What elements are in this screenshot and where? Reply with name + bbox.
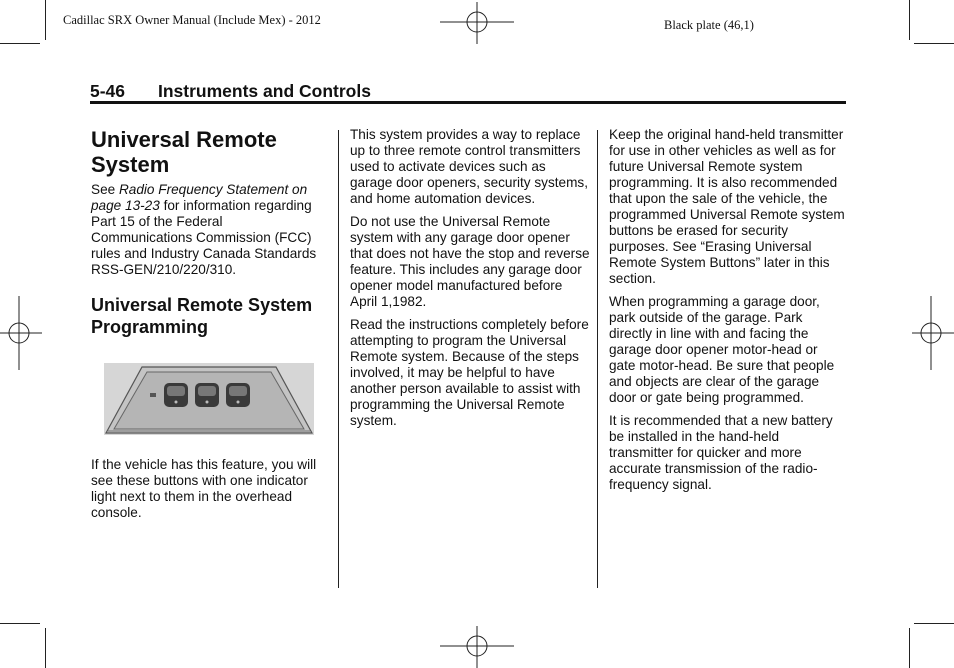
section-title: Instruments and Controls bbox=[158, 81, 371, 101]
overhead-console-buttons-illustration bbox=[104, 363, 314, 435]
remote-button-1-icon bbox=[164, 383, 188, 407]
column-divider bbox=[597, 130, 598, 588]
plate-label: Black plate (46,1) bbox=[664, 18, 754, 32]
header-rule bbox=[90, 101, 846, 104]
subheading-programming: Universal Remote System Programming bbox=[91, 295, 313, 337]
paragraph: This system provides a way to replace up to three remote control transmitters used to activate devices such as garage door openers, security systems, and home automation devices. bbox=[350, 127, 589, 206]
paragraph: Read the instructions completely before attempting to program the Universal Remote system. Because of the steps involved, it may be helpful to have another person available to assist with programming the Universal Remote system. bbox=[350, 317, 589, 428]
column-1 bbox=[91, 127, 327, 528]
paragraph: When programming a garage door, park outside of the garage. Park directly in line with and facing the garage door opener motor-head or gate motor-head. Be sure that people and objects are clear of the garage door or gate being programmed. bbox=[609, 294, 835, 405]
section-header bbox=[90, 81, 371, 102]
paragraph: Do not use the Universal Remote system with any garage door opener that does not have the stop and reverse feature. This includes any garage door opener model manufactured before April 1,1982. bbox=[350, 214, 590, 309]
cross-reference-link[interactable]: Radio Frequency Statement on page 13-23 bbox=[91, 182, 308, 213]
remote-button-3-icon bbox=[226, 383, 250, 407]
registration-mark-left-icon bbox=[0, 296, 42, 370]
remote-button-2-icon bbox=[195, 383, 219, 407]
paragraph: It is recommended that a new battery be installed in the hand-held transmitter for quicker and more accurate transmission of the radio-frequency signal. bbox=[609, 413, 833, 492]
paragraph: Keep the original hand-held transmitter for use in other vehicles as well as for future Universal Remote system programming. It is also recommended that upon the sale of the vehicle, the programmed Universal Remote system buttons be erased for security purposes. See “Erasing Universal Remote System Buttons” later in this section. bbox=[609, 127, 845, 286]
heading-universal-remote: Universal Remote System bbox=[91, 127, 277, 177]
registration-mark-bottom-icon bbox=[440, 626, 514, 668]
registration-mark-right-icon bbox=[912, 296, 954, 370]
manual-title: Cadillac SRX Owner Manual (Include Mex) - 2012 bbox=[63, 13, 321, 27]
page-number: 5-46 bbox=[90, 81, 126, 101]
paragraph: See Radio Frequency Statement on page 13-23 for information regarding Part 15 of the Federal Communications Commission (FCC) rules and Industry Canada Standards RSS-GEN/210/220/310. bbox=[91, 182, 317, 277]
column-3 bbox=[609, 127, 845, 500]
image-caption: If the vehicle has this feature, you will see these buttons with one indicator light next to them in the overhead console. bbox=[91, 457, 317, 520]
column-divider bbox=[338, 130, 339, 588]
column-2 bbox=[350, 127, 590, 436]
registration-mark-top-icon bbox=[440, 2, 514, 44]
